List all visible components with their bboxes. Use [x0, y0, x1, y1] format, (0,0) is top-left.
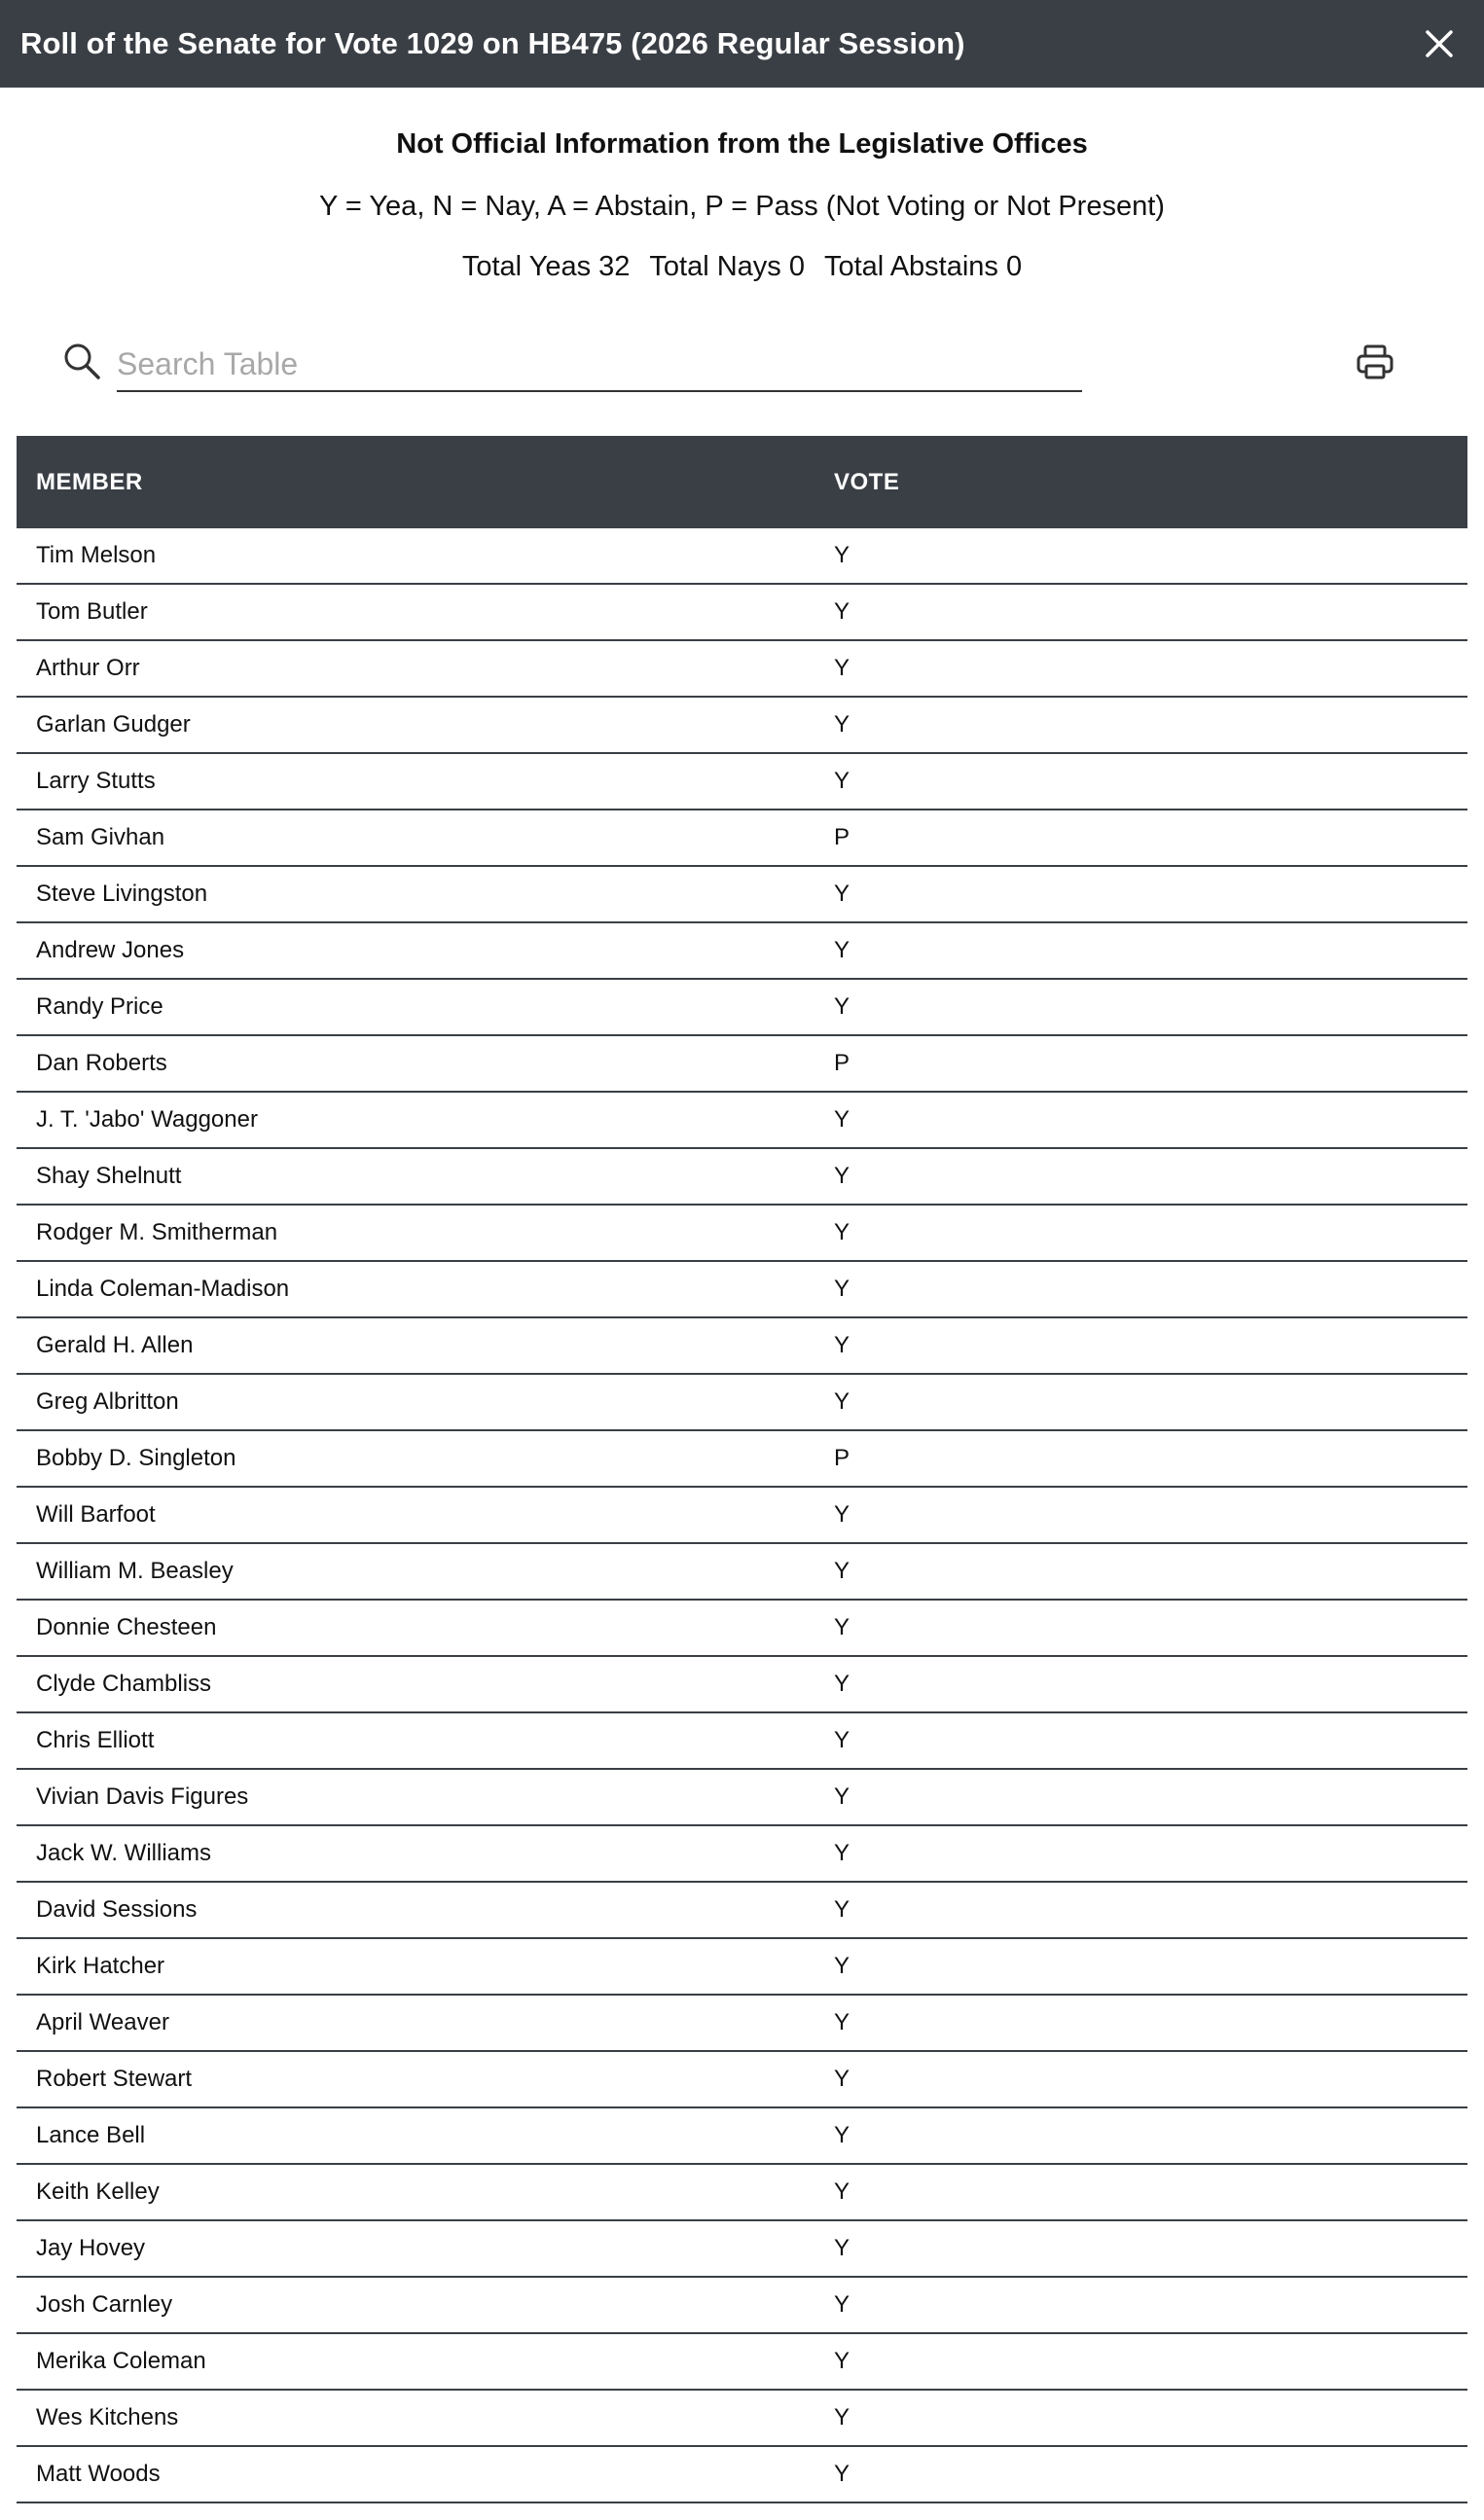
- member-name: Greg Albritton: [36, 1388, 179, 1415]
- vote-legend: Y = Yea, N = Nay, A = Abstain, P = Pass (Not Voting or Not Present): [319, 191, 1165, 222]
- member-name: Vivian Davis Figures: [36, 1783, 249, 1810]
- member-name: Randy Price: [36, 993, 163, 1020]
- table-row: [17, 1431, 1467, 1488]
- member-vote: P: [834, 1445, 851, 1471]
- member-name: Andrew Jones: [36, 937, 185, 963]
- table-row: [17, 2447, 1467, 2503]
- member-name: Jack W. Williams: [36, 1840, 211, 1866]
- table-row: [17, 980, 1467, 1036]
- table-row: [17, 867, 1467, 923]
- table-row: [17, 1093, 1467, 1149]
- member-vote: Y: [834, 598, 851, 625]
- member-name: Garlan Gudger: [36, 711, 191, 738]
- table-row: [17, 1262, 1467, 1318]
- table-row: [17, 2221, 1467, 2278]
- search-bar: [62, 338, 1082, 392]
- total-abstains: Total Abstains 0: [823, 251, 1023, 282]
- table-row: [17, 1996, 1467, 2052]
- table-header: [17, 436, 1467, 528]
- table-row: [17, 2391, 1467, 2447]
- member-name: Dan Roberts: [36, 1050, 167, 1076]
- member-vote: Y: [834, 1614, 851, 1640]
- member-vote: Y: [834, 881, 851, 907]
- total-yeas: Total Yeas 32: [461, 251, 631, 282]
- table-row: [17, 1939, 1467, 1996]
- member-name: Lance Bell: [36, 2122, 146, 2148]
- member-vote: Y: [834, 711, 851, 738]
- dialog-titlebar: [0, 0, 1484, 88]
- table-row: [17, 1713, 1467, 1770]
- member-name: William M. Beasley: [36, 1558, 234, 1584]
- table-row: [17, 1488, 1467, 1544]
- roll-call-table: [17, 436, 1467, 2503]
- member-vote: Y: [834, 1558, 851, 1584]
- member-vote: Y: [834, 2404, 851, 2430]
- member-name: Donnie Chesteen: [36, 1614, 217, 1640]
- table-row: [17, 2278, 1467, 2334]
- table-row: [17, 1544, 1467, 1601]
- member-vote: Y: [834, 1106, 851, 1133]
- vote-totals: [0, 251, 1484, 283]
- disclaimer-text: Not Official Information from the Legislative Offices: [396, 128, 1088, 160]
- member-vote: Y: [834, 2461, 851, 2487]
- table-row: [17, 754, 1467, 810]
- table-row: [17, 810, 1467, 867]
- table-row: [17, 1883, 1467, 1939]
- member-name: Keith Kelley: [36, 2178, 160, 2205]
- member-vote: Y: [834, 768, 851, 794]
- column-header-vote[interactable]: VOTE: [834, 469, 900, 495]
- member-name: Clyde Chambliss: [36, 1671, 212, 1697]
- member-name: David Sessions: [36, 1896, 198, 1923]
- dialog-title: Roll of the Senate for Vote 1029 on HB475 (2026 Regular Session): [20, 26, 965, 60]
- member-name: Josh Carnley: [36, 2291, 173, 2318]
- member-vote: Y: [834, 1276, 851, 1302]
- member-name: Gerald H. Allen: [36, 1332, 194, 1358]
- member-name: Tom Butler: [36, 598, 148, 625]
- member-name: J. T. 'Jabo' Waggoner: [36, 1106, 258, 1133]
- member-vote: P: [834, 1050, 851, 1076]
- member-vote: Y: [834, 1388, 851, 1415]
- member-vote: Y: [834, 1783, 851, 1810]
- member-vote: Y: [834, 2066, 851, 2092]
- table-row: [17, 1826, 1467, 1883]
- member-vote: Y: [834, 1953, 851, 1979]
- table-row: [17, 698, 1467, 754]
- member-vote: Y: [834, 993, 851, 1020]
- member-vote: Y: [834, 1219, 851, 1245]
- member-vote: Y: [834, 2235, 851, 2261]
- member-name: Kirk Hatcher: [36, 1953, 165, 1979]
- member-vote: Y: [834, 2009, 851, 2035]
- table-row: [17, 1770, 1467, 1826]
- member-vote: Y: [834, 1501, 851, 1528]
- member-name: Chris Elliott: [36, 1727, 155, 1753]
- table-body: [17, 528, 1467, 2503]
- table-row: [17, 1149, 1467, 1206]
- member-vote: Y: [834, 1671, 851, 1697]
- member-name: Bobby D. Singleton: [36, 1445, 236, 1471]
- table-row: [17, 2334, 1467, 2391]
- search-input[interactable]: [117, 338, 1082, 392]
- table-row: [17, 1375, 1467, 1431]
- search-icon: [62, 342, 101, 380]
- member-vote: Y: [834, 2122, 851, 2148]
- table-row: [17, 1206, 1467, 1262]
- member-name: Tim Melson: [36, 542, 157, 568]
- member-vote: Y: [834, 1332, 851, 1358]
- member-vote: Y: [834, 542, 851, 568]
- printer-icon[interactable]: [1356, 342, 1394, 381]
- member-name: Jay Hovey: [36, 2235, 146, 2261]
- column-header-member[interactable]: MEMBER: [36, 469, 143, 495]
- member-name: Matt Woods: [36, 2461, 161, 2487]
- member-vote: Y: [834, 1727, 851, 1753]
- table-row: [17, 585, 1467, 641]
- member-name: April Weaver: [36, 2009, 169, 2035]
- table-row: [17, 2165, 1467, 2221]
- member-name: Rodger M. Smitherman: [36, 1219, 278, 1245]
- table-row: [17, 1657, 1467, 1713]
- close-icon[interactable]: [1416, 20, 1463, 67]
- member-vote: Y: [834, 655, 851, 681]
- table-row: [17, 641, 1467, 698]
- member-vote: Y: [834, 1896, 851, 1923]
- member-name: Shay Shelnutt: [36, 1163, 182, 1189]
- member-name: Merika Coleman: [36, 2348, 206, 2374]
- member-vote: Y: [834, 1840, 851, 1866]
- table-row: [17, 923, 1467, 980]
- member-name: Wes Kitchens: [36, 2404, 179, 2430]
- table-row: [17, 1318, 1467, 1375]
- member-name: Steve Livingston: [36, 881, 208, 907]
- table-row: [17, 2052, 1467, 2108]
- member-name: Arthur Orr: [36, 655, 140, 681]
- member-vote: Y: [834, 2178, 851, 2205]
- member-vote: P: [834, 824, 851, 850]
- total-nays: Total Nays 0: [649, 251, 805, 282]
- member-vote: Y: [834, 2348, 851, 2374]
- table-row: [17, 1601, 1467, 1657]
- member-name: Linda Coleman-Madison: [36, 1276, 290, 1302]
- table-row: [17, 2108, 1467, 2165]
- member-vote: Y: [834, 1163, 851, 1189]
- member-name: Will Barfoot: [36, 1501, 156, 1528]
- member-name: Sam Givhan: [36, 824, 165, 850]
- member-vote: Y: [834, 2291, 851, 2318]
- table-row: [17, 528, 1467, 585]
- member-vote: Y: [834, 937, 851, 963]
- member-name: Robert Stewart: [36, 2066, 193, 2092]
- table-row: [17, 1036, 1467, 1093]
- member-name: Larry Stutts: [36, 768, 156, 794]
